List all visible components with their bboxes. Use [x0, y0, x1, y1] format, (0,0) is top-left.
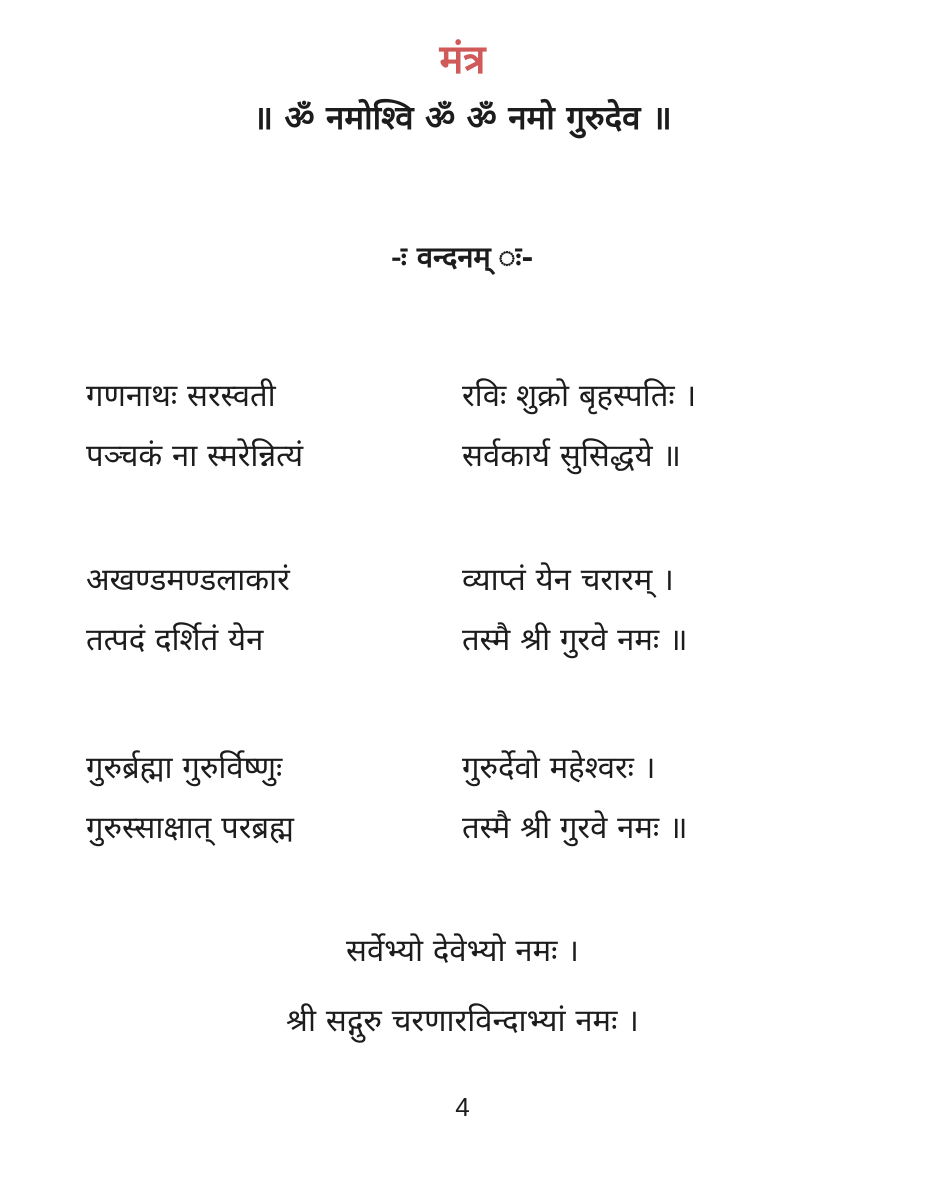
verse-line-right: रविः शुक्रो बृहस्पतिः । [462, 378, 697, 414]
page-heading: मंत्र [439, 36, 486, 83]
verse-2-line-2 [0, 616, 925, 664]
verse-line-left: गुरुर्ब्रह्मा गुरुर्विष्णुः [86, 750, 283, 786]
verse-line-right: तस्मै श्री गुरवे नमः ॥ [462, 622, 688, 658]
verse-line-right: व्याप्तं येन चरारम् । [462, 562, 674, 598]
closing-line-1: सर्वेभ्यो देवेभ्यो नमः । [345, 933, 579, 969]
verse-1-line-2 [0, 432, 925, 480]
verse-line-left: तत्पदं दर्शितं येन [86, 622, 264, 658]
verse-2-line-1 [0, 556, 925, 604]
page-number: 4 [455, 1092, 470, 1122]
verse-line-left: गणनाथः सरस्वती [86, 378, 276, 414]
verse-line-right: गुरुर्देवो महेश्वरः । [462, 750, 656, 786]
verse-line-left: पञ्चकं ना स्मरेन्नित्यं [86, 438, 304, 474]
verse-3-line-2 [0, 804, 925, 852]
verse-line-left: अखण्डमण्डलाकारं [86, 562, 290, 598]
mantra-line: ॥ ॐ नमोश्वि ॐ ॐ नमो गुरुदेव ॥ [253, 98, 672, 137]
verse-line-right: तस्मै श्री गुरवे नमः ॥ [462, 810, 688, 846]
verse-1-line-1 [0, 372, 925, 420]
closing-line-2: श्री सद्गुरु चरणारविन्दाभ्यां नमः । [286, 1003, 639, 1039]
verse-3-line-1 [0, 744, 925, 792]
vandanam-title: -ः वन्दनम् ः- [391, 240, 534, 274]
verse-line-left: गुरुस्साक्षात् परब्रह्म [86, 810, 294, 846]
verse-line-right: सर्वकार्य सुसिद्धये ॥ [462, 438, 681, 474]
